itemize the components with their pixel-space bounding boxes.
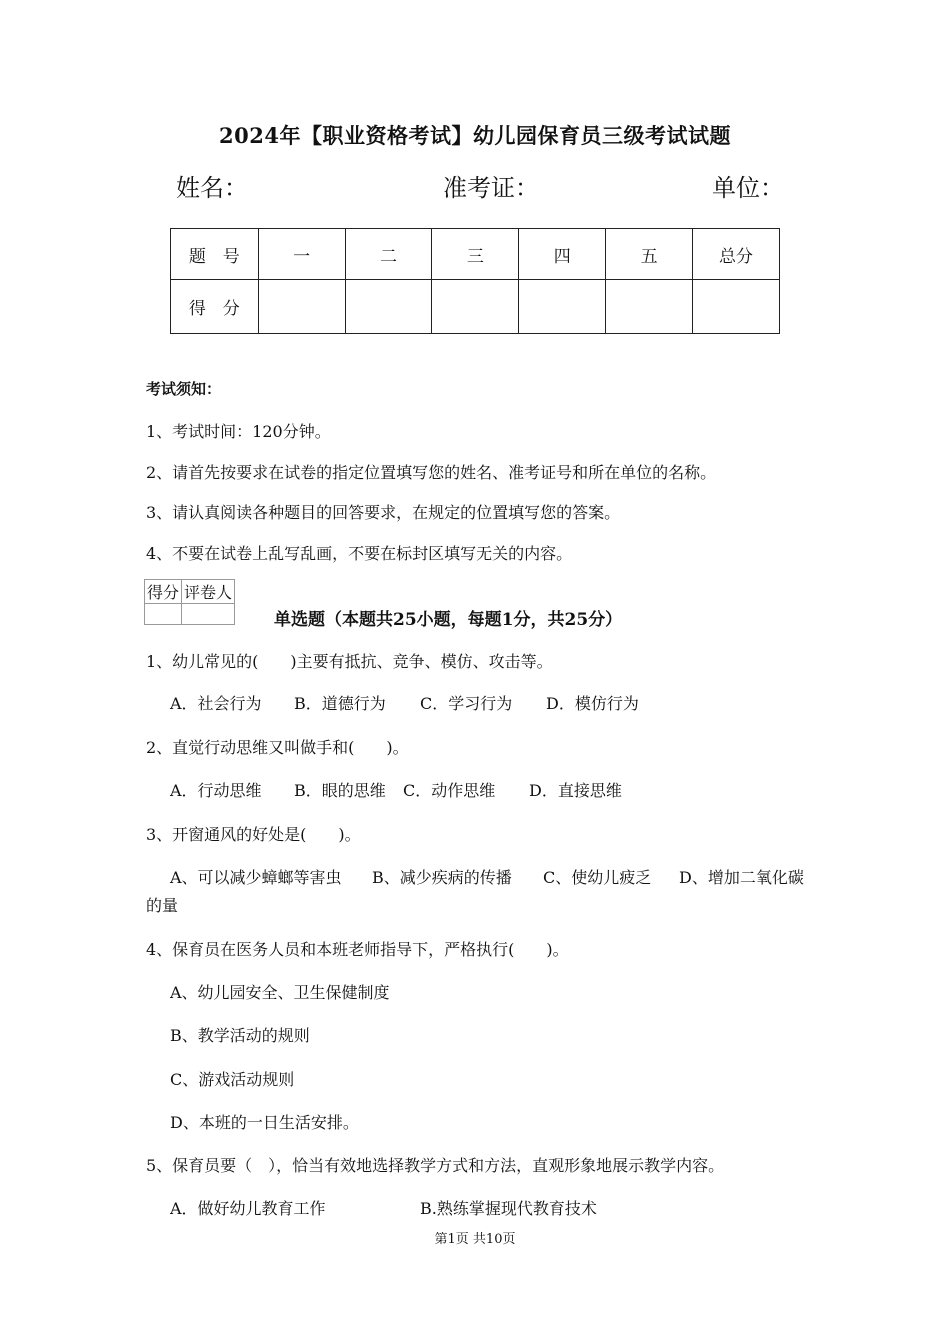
question-stem: 1、幼儿常见的( )主要有抵抗、竞争、模仿、攻击等。 — [146, 652, 553, 671]
page-title: 2024年【职业资格考试】幼儿园保育员三级考试试题 — [219, 123, 731, 148]
question-option: C、游戏活动规则 — [170, 1070, 295, 1089]
question-option: D．模仿行为 — [546, 694, 639, 713]
unit-label: 单位： — [712, 174, 784, 202]
score-header-cell: 总分 — [693, 229, 780, 280]
question-option: D．直接思维 — [529, 781, 622, 800]
question-option: D、增加二氧化碳 — [679, 868, 804, 887]
question-option: B、教学活动的规则 — [170, 1026, 310, 1045]
score-header-cell: 题 号 — [171, 229, 259, 280]
question-stem: 3、开窗通风的好处是( )。 — [146, 825, 361, 844]
score-header-cell: 四 — [519, 229, 606, 280]
score-input-cell[interactable] — [693, 280, 780, 334]
question-option: B．眼的思维 — [294, 781, 386, 800]
score-header-cell: 三 — [432, 229, 519, 280]
notice-item: 1、考试时间：120分钟。 — [146, 422, 331, 441]
score-input-cell[interactable] — [519, 280, 606, 334]
question-option: A．行动思维 — [170, 781, 262, 800]
score-input-cell[interactable] — [345, 280, 432, 334]
score-input-cell[interactable] — [432, 280, 519, 334]
notice-item: 3、请认真阅读各种题目的回答要求，在规定的位置填写您的答案。 — [146, 503, 621, 522]
question-option: A、可以减少蟑螂等害虫 — [170, 868, 342, 887]
score-header-cell: 二 — [345, 229, 432, 280]
score-table — [170, 228, 780, 334]
question-option: B．道德行为 — [294, 694, 386, 713]
score-header-cell: 五 — [606, 229, 693, 280]
section-title: 单选题（本题共25小题，每题1分，共25分） — [274, 610, 623, 630]
exam-id-label: 准考证： — [443, 174, 539, 202]
question-option: B、减少疾病的传播 — [372, 868, 512, 887]
notice-item: 4、不要在试卷上乱写乱画，不要在标封区填写无关的内容。 — [146, 544, 573, 563]
question-option-wrap: 的量 — [146, 896, 179, 915]
question-option: C、使幼儿疲乏 — [543, 868, 652, 887]
score-row-label: 得 分 — [171, 280, 259, 334]
question-stem: 4、保育员在医务人员和本班老师指导下，严格执行( )。 — [146, 940, 569, 959]
notice-heading: 考试须知： — [146, 380, 222, 398]
question-option: A．做好幼儿教育工作 — [170, 1199, 326, 1218]
score-table-header-row — [171, 229, 780, 280]
question-option: B.熟练掌握现代教育技术 — [420, 1199, 597, 1218]
grader-reviewer-cell[interactable] — [182, 604, 235, 625]
score-header-cell: 一 — [258, 229, 345, 280]
name-label: 姓名： — [176, 174, 248, 202]
page-footer: 第1页 共10页 — [434, 1232, 516, 1247]
notice-item: 2、请首先按要求在试卷的指定位置填写您的姓名、准考证号和所在单位的名称。 — [146, 463, 717, 482]
question-option: A、幼儿园安全、卫生保健制度 — [170, 983, 390, 1002]
question-option: C．学习行为 — [420, 694, 513, 713]
score-input-cell[interactable] — [258, 280, 345, 334]
question-option: D、本班的一日生活安排。 — [170, 1113, 359, 1132]
score-table-score-row — [171, 280, 780, 334]
question-stem: 2、直觉行动思维又叫做手和( )。 — [146, 738, 409, 757]
grader-score-cell[interactable] — [145, 604, 182, 625]
grader-reviewer-label: 评卷人 — [182, 580, 235, 604]
question-stem: 5、保育员要（ ），恰当有效地选择教学方式和方法，直观形象地展示教学内容。 — [146, 1156, 725, 1175]
score-input-cell[interactable] — [606, 280, 693, 334]
grader-score-label: 得分 — [145, 580, 182, 604]
grader-box — [144, 579, 235, 625]
question-option: C．动作思维 — [403, 781, 496, 800]
question-option: A．社会行为 — [170, 694, 262, 713]
